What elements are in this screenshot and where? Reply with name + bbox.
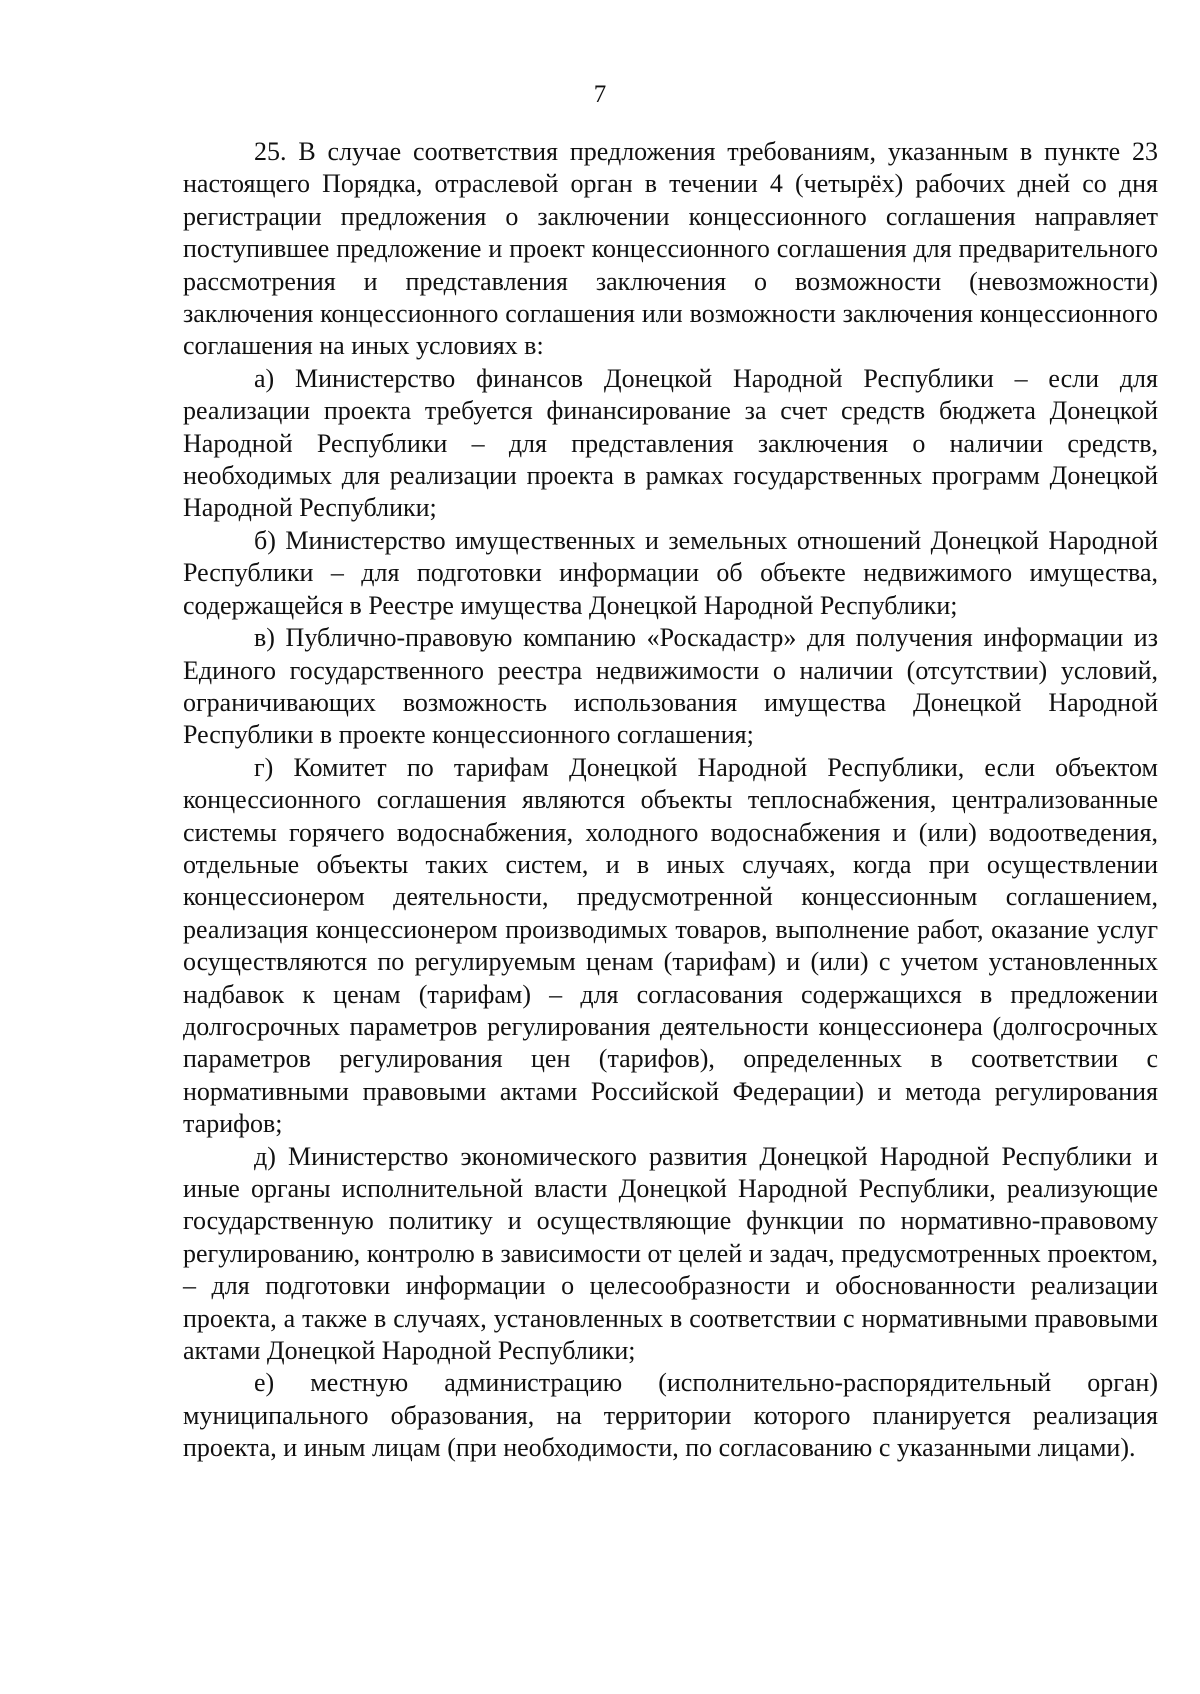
paragraph-b: б) Министерство имущественных и земельных отношений Донецкой Народной Республики – для подготовки информации об объекте недвижимого имущества, содержащейся в Реестре имущества Донецкой Народной Республики; (183, 525, 1158, 620)
paragraph-e: е) местную администрацию (исполнительно-распорядительный орган) муниципального образования, на территории которого планируется реализация проекта, и иным лицам (при необходимости, по согласованию с указанными лицами). (183, 1368, 1158, 1463)
paragraph-d: д) Министерство экономического развития Донецкой Народной Республики и иные органы исполнительной власти Донецкой Народной Республики, реализующие государственную политику и осуществляющие функции по нормативно-правовому регулированию, контролю в зависимости от целей и задач, предусмотренных проектом, – для подготовки информации о целесообразности и обоснованности реализации проекта, а также в случаях, установленных в соответствии с нормативными правовыми актами Донецкой Народной Республики; (183, 1141, 1158, 1366)
paragraph-25: 25. В случае соответствия предложения требованиям, указанным в пункте 23 настоящего Порядка, отраслевой орган в течении 4 (четырёх) рабочих дней со дня регистрации предложения о заключении концессионного соглашения направляет поступившее предложение и проект концессионного соглашения для предварительного рассмотрения и представления заключения о возможности (невозможности) заключения концессионного соглашения или возможности заключения концессионного соглашения на иных условиях в: (183, 137, 1158, 361)
paragraph-g: г) Комитет по тарифам Донецкой Народной Республики, если объектом концессионного соглашения являются объекты теплоснабжения, централизованные системы горячего водоснабжения, холодного водоснабжения и (или) водоотведения, отдельные объекты таких систем, и в иных случаях, когда при осуществлении концессионером деятельности, предусмотренной концессионным соглашением, реализация концессионером производимых товаров, выполнение работ, оказание услуг осуществляются по регулируемым ценам (тарифам) и (или) с учетом установленных надбавок к ценам (тарифам) – для согласования содержащихся в предложении долгосрочных параметров регулирования деятельности концессионера (долгосрочных параметров регулирования цен (тарифов), определенных в соответствии с нормативными правовыми актами Российской Федерации) и метода регулирования тарифов; (183, 752, 1158, 1139)
paragraph-a: а) Министерство финансов Донецкой Народной Республики – если для реализации проекта требуется финансирование за счет средств бюджета Донецкой Народной Республики – для представления заключения о наличии средств, необходимых для реализации проекта в рамках государственных программ Донецкой Народной Республики; (183, 363, 1158, 523)
paragraph-v: в) Публично-правовую компанию «Роскадастр» для получения информации из Единого государственного реестра недвижимости о наличии (отсутствии) условий, ограничивающих возможность использования имущества Донецкой Народной Республики в проекте концессионного соглашения; (183, 623, 1158, 750)
page-number: 7 (593, 81, 607, 108)
document-body (183, 136, 1158, 1465)
